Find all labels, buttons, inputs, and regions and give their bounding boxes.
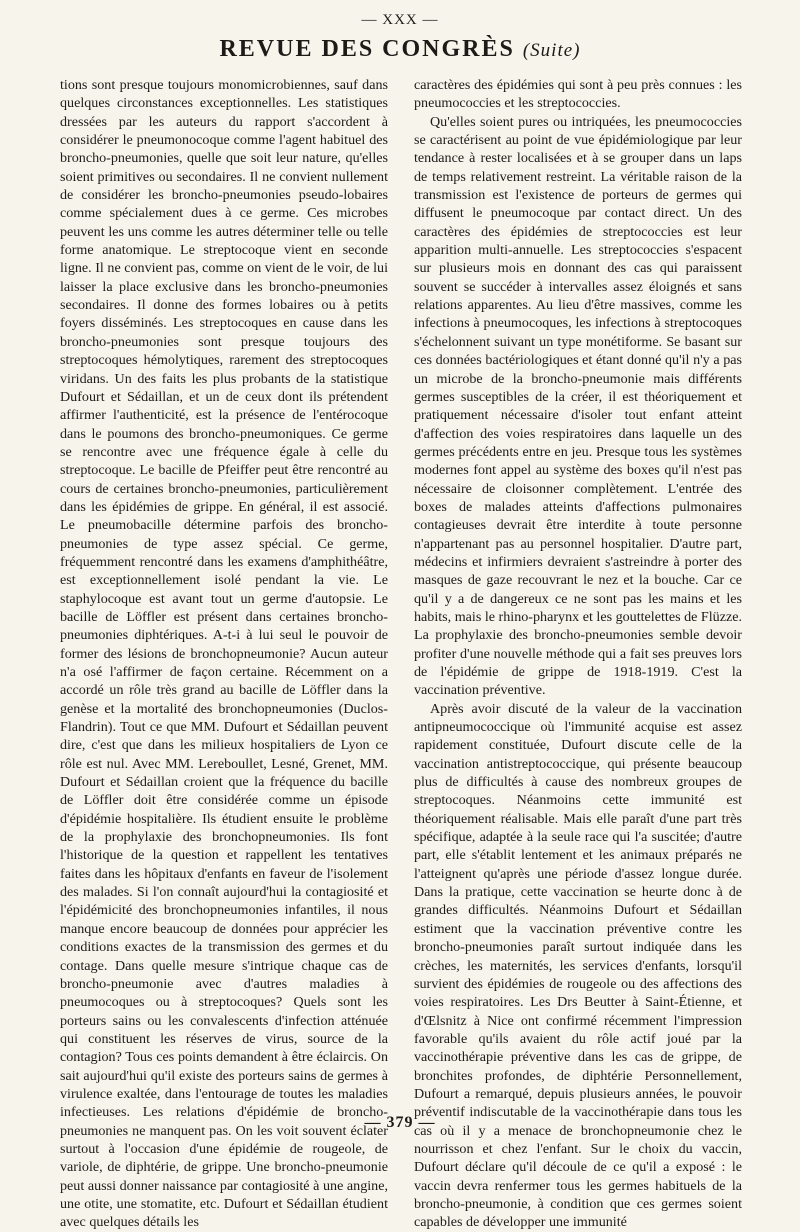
paragraph: Après avoir discuté de la valeur de la vaccination antipneumococcique où l'immunité acquise est assez rapidement constituée, Dufourt discute celle de la vaccination antistreptococcique, qui présente beaucoup plus de difficultés à cause des nombreux groupes de streptocoques. Néanmoins cette immunité est théoriquement réalisable. Mais elle paraît d'une part très spécifique, adaptée à la seule race qui l'a suscitée; d'autre part, elle s'établit lentement et les animaux préparés ne l'atteignent qu'après une période d'assez longue durée. Dans la pratique, cette vaccination se heurte donc à de grandes difficultés. Néanmoins Dufourt et Sédaillan estiment que la vaccination préventive contre les broncho-pneumonies paraît surtout indiquée dans les crèches, les maternités, les services d'enfants, lorsqu'il survient des épidémies de rougeole ou des affections des voies respiratoires. Les Drs Beutter à Saint-Étienne, et d'Œlsnitz à Nice ont confirmé récemment l'impression favorable qu'ils avaient du rôle actif joué par la vaccinothérapie préventive dans les cas de grippe, de bronchites profondes, de diphtérie Personnellement, Dufourt a remarqué, depuis plusieurs années, le pouvoir préventif indiscutable de la vaccinothérapie dans tous les cas où il y a menace de bronchopneumonie chez le nourrisson et chez l'enfant. Sur le choix du vaccin, Dufourt déclare qu'il découle de ce qu'il a exposé : le vaccin devra renfermer tous les germes habituels de la broncho-pneumonie, à condition que ces germes soient capables de développer une immunité [414,700,742,1231]
paragraph: caractères des épidémies qui sont à peu près connues : les pneumococcies et les streptococcies. [414,77,742,112]
title-suite: (Suite) [522,40,581,61]
left-column [60,76,388,1231]
title-text: REVUE DES CONGRÈS [219,36,515,62]
page-title [0,36,800,63]
page-number: — XXX — [361,12,439,28]
folio: — 379 — [364,1114,436,1131]
paragraph: Qu'elles soient pures ou intriquées, les pneumococcies se caractérisent au point de vue épidémiologique par leur tendance à rester localisées et à se grouper dans un laps de temps relativement restreint. La véritable raison de la transmission est l'existence de porteurs de germes qui diffusent le pneumocoque par contact direct. Un des caractères des épidémies de streptococcies est leur apparition multi-annuelle. Les streptococcies s'espacent sur plusieurs mois en donnant des cas qui paraissent souvent se succéder à intervalles assez éloignés et sans relations apparentes. Au lieu d'être massives, comme les infections à pneumocoques, les infections à streptocoques s'échelonnent suivant un type monétiforme. Se basant sur ces données bactériologiques et étant donné qu'il n'y a pas un microbe de la broncho-pneumonie mais différents germes susceptibles de la créer, il est théoriquement et pratiquement nécessaire d'isoler tout enfant atteint d'affection des voies respiratoires dans laquelle un des germes précédents entre en jeu. Presque tous les systèmes modernes font appel au système des boxes qu'il n'est pas nécessaire de cloisonner complètement. L'entrée des boxes de malades atteints d'affections pulmonaires contagieuses devrait être interdite à toute personne n'appartenant pas au personnel hospitalier. D'autre part, médecins et infirmiers devraient s'astreindre à porter des masques de gaze recouvrant le nez et la bouche. Car ce qu'il y a de dangereux ce ne sont pas les mains et les habits, mais le rhino-pharynx et les gouttelettes de Flüzze. La prophylaxie des broncho-pneumonies semble devoir profiter d'une nouvelle méthode qui a fait ses preuves lors de l'épidémie de grippe de 1918-1919. C'est la vaccination préventive. [414,113,742,699]
right-column [414,76,742,1231]
paragraph: tions sont presque toujours monomicrobiennes, sauf dans quelques circonstances exceptionnelles. Les statistiques dressées par les auteurs du rapport s'accordent à considérer le pneumonocoque comme l'agent habituel des broncho-pneumonies, quelle que soit leur nature, qu'elles soient primitives ou secondaires. Il ne convient nullement de considérer les broncho-pneumonies pseudo-lobaires comme spécialement dues à ce germe. Ces microbes peuvent les uns comme les autres déterminer telle ou telle forme anatomique. Le streptocoque vient en seconde ligne. Il ne convient pas, comme on vient de le voir, de lui laisser la place exclusive dans les broncho-pneumonies secondaires. Il donne des formes lobaires ou à petits foyers disséminés. Les streptocoques en cause dans les broncho-pneumonies sont presque toujours des streptocoques hémolytiques, rarement des streptocoques viridans. Un des faits les plus probants de la statistique Dufourt et Sédaillan, et un de ceux dont ils prétendent affirmer l'authenticité, est la présence de l'entérocoque dans le poumons des broncho-pneumoniques. Ce germe se rencontre avec une fréquence égale à celle du streptocoque. Le bacille de Pfeiffer peut être rencontré au cours de certaines broncho-pneumonies, particulièrement dans les épidémies de grippe. En général, il est associé. Le pneumobacille détermine parfois des broncho-pneumonies de type assez spécial. Ce germe, fréquemment rencontré dans les examens d'amphithéâtre, est exceptionnellement isolé pendant la vie. Le staphylocoque est avant tout un germe d'autopsie. Le bacille de Löffler est présent dans certaines broncho-pneumonies diphtériques. A-t-i à lui seul le pouvoir de former des lésions de bronchopneumonie? Aucun auteur n'a osé l'affirmer de façon certaine. Récemment on a accordé un rôle très grand au bacille de Löffler dans la genèse et la mortalité des bronchopneumonies (Duclos-Flandrin). Tout ce que MM. Dufourt et Sédaillan peuvent dire, c'est que dans les milieux hospitaliers de Lyon ce rôle est nul. Avec MM. Lereboullet, Lesné, Grenet, MM. Dufourt et Sédaillan croient que la fréquence du bacille de Löffler doit être considérée comme un épisode d'épidémie hospitalière. Ils étudient ensuite le problème de la prophylaxie des bronchopneumonies. Ils font l'historique de la question et rappellent les tentatives faites dans les hôpitaux d'enfants en faveur de l'isolement des malades. Si l'on connaît aujourd'hui la contagiosité et l'épidémicité des bronchopneumonies infantiles, il nous manque encore beaucoup de données pour apprécier les conditions exactes de la transmission des germes et du contage. Dans quelle mesure s'intrique chaque cas de broncho-pneumonie avec d'autres maladies à pneumocoques ou à streptocoques? Quels sont les porteurs sains ou les convalescents d'infection atténuée qui constituent les réserves de virus, source de la contagion? Tous ces points demandent à être éclaircis. On sait aujourd'hui qu'il existe des porteurs sains de germes à virulence exaltée, dans l'entourage de toutes les maladies infectieuses. Les relations d'épidémie de broncho-pneumonies ne manquent pas. On les voit souvent éclater surtout à l'occasion d'une épidémie de rougeole, de variole, de diphtérie, de grippe. Une broncho-pneumonie peut aussi donner naissance par contagiosité à une angine, une otite, une stomatite, etc. Dufourt et Sédaillan étudient avec quelques détails les [60,77,388,1231]
